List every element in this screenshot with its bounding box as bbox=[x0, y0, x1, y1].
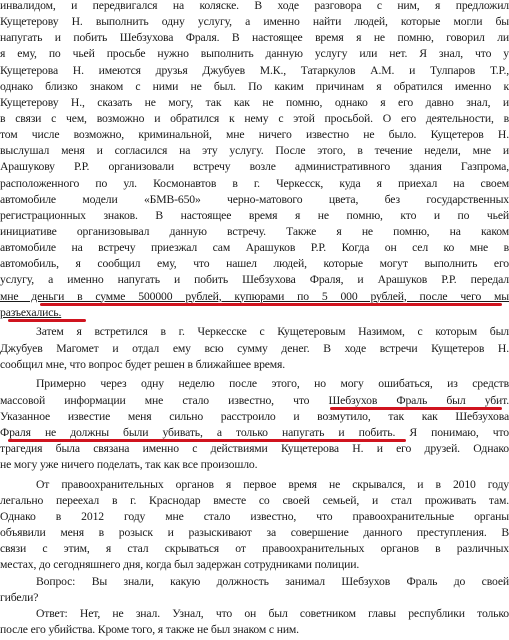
text-line: напугать и побить Шебзухова Фраля. В настоящее время я не помню, говорил ли bbox=[0, 31, 509, 45]
text-line: трагедия была связана именно с действиями Кущетерова Н. и его друзей. Однако bbox=[0, 441, 509, 455]
answer-line: после его убийства. Кроме того, я также не был знаком с ним. bbox=[0, 623, 299, 636]
text-line: однако близко знаком с ними не был. По каким причинам я обратился именно к bbox=[0, 79, 509, 93]
text-line-underlined: мне деньги в сумме 500000 рублей, купюрами по 5 000 рублей, после чего мы bbox=[0, 289, 509, 303]
text-line: Арашукову Р.Р. организовали встречу возле административного здания Газпрома, bbox=[0, 160, 509, 174]
answer-line: Ответ: Нет, не знал. Узнал, что он был советником главы республики только bbox=[36, 606, 509, 620]
text-line: инвалидом, и передвигался на коляске. В ходе разговора с ним, я предложил bbox=[0, 0, 509, 12]
text-line: объявили меня в розыск и разыскивают за совершение данного преступления. В bbox=[0, 526, 509, 540]
text-line: сообщил мне, что вопрос будет решен в ближайшее время. bbox=[0, 357, 286, 371]
red-underline bbox=[8, 319, 86, 322]
text-line: Кущетерову Н., сказать не могу, так как не помню, однако я его давно знал, и bbox=[0, 95, 509, 109]
text-line: инициативе организовывал данную встречу. Также я не помню, на каком bbox=[0, 224, 509, 238]
text-line: легально переехал в г. Краснодар вместе со своей семьей, и стал проживать там. bbox=[0, 493, 509, 507]
text-line: выслушал меня и согласился на эту услугу. После этого, в течение недели, мне и bbox=[0, 144, 509, 158]
text-line: расположенного по ул. Космонавтов в г. Черкесск, куда я приехал на своем bbox=[0, 176, 509, 190]
text-line: Фраля не должны были убивать, а только напугать и побить. Я понимаю, что bbox=[0, 425, 509, 439]
text-line: том числе возможно, криминальной, мне ничего известно не было. Кущетеров Н. bbox=[0, 128, 509, 142]
text-line: автомобиле модели «БМВ-650» черно-матового цвета, без государственных bbox=[0, 192, 509, 206]
question-line: гибели? bbox=[0, 590, 39, 604]
text-line-underlined: разъехались. bbox=[0, 305, 62, 319]
question-line: Вопрос: Вы знали, какую должность занимал Шебзухов Фраль до своей bbox=[36, 574, 509, 588]
text-line: регистрационных знаков. В настоящее время я не помню, кто и по чьей bbox=[0, 208, 509, 222]
text-line: Указанное известие меня сильно расстроило и возмутило, так как Шебзухова bbox=[0, 409, 509, 423]
text-line: массовой информации мне стало известно, что Шебзухов Фраль был убит. bbox=[0, 393, 509, 407]
text-line: Кущетерова Н. имеются друзья Джубуев М.К., Татаркулов А.М. и Тулпаров Т.Р., bbox=[0, 63, 509, 77]
text-line: автомобиле на встречу приезжал сам Арашуков Р.Р. Когда он сел ко мне в bbox=[0, 241, 509, 255]
text-line: От правоохранительных органов я первое время не скрывался, и в 2010 году bbox=[36, 477, 509, 491]
text-line: услугу, а именно напугать и побить Шебзухова Фраля, и Арашуков Р.Р. передал bbox=[0, 273, 509, 287]
text-line: связи с этим, я стал скрываться от правоохранительных органов в различных bbox=[0, 542, 509, 556]
text-line: в связи с чем, возможно и обратился к нему с этой просьбой. О его деятельности, в bbox=[0, 112, 509, 125]
text-line: Примерно через одну неделю после этого, но могу ошибаться, из средств bbox=[36, 377, 509, 391]
text-line: не могу уже ничего поделать, так как все произошло. bbox=[0, 458, 258, 471]
text-line: местах, до сегодняшнего дня, когда был задержан сотрудниками полиции. bbox=[0, 558, 360, 572]
text-line: Кущетерову Н. выполнить одну услугу, а именно найти людей, которые могли бы bbox=[0, 15, 509, 29]
text-line: я ему, по чьей просьбе нужно выполнить данную услугу или нет. Я знал, что у bbox=[0, 47, 509, 61]
text-line: Затем я встретился в г. Черкесске с Кущетеровым Назимом, с которым был bbox=[36, 325, 509, 339]
text-line: Однако в 2012 году мне стало известно, что правоохранительные органы bbox=[0, 510, 509, 523]
text-line: Джубуев Магомет и отдал ему всю сумму денег. В ходе встречи Кущетеров Н. bbox=[0, 341, 509, 355]
text-line: автомобиль, я сообщил ему, что нашел людей, которые могут выполнить его bbox=[0, 257, 509, 271]
